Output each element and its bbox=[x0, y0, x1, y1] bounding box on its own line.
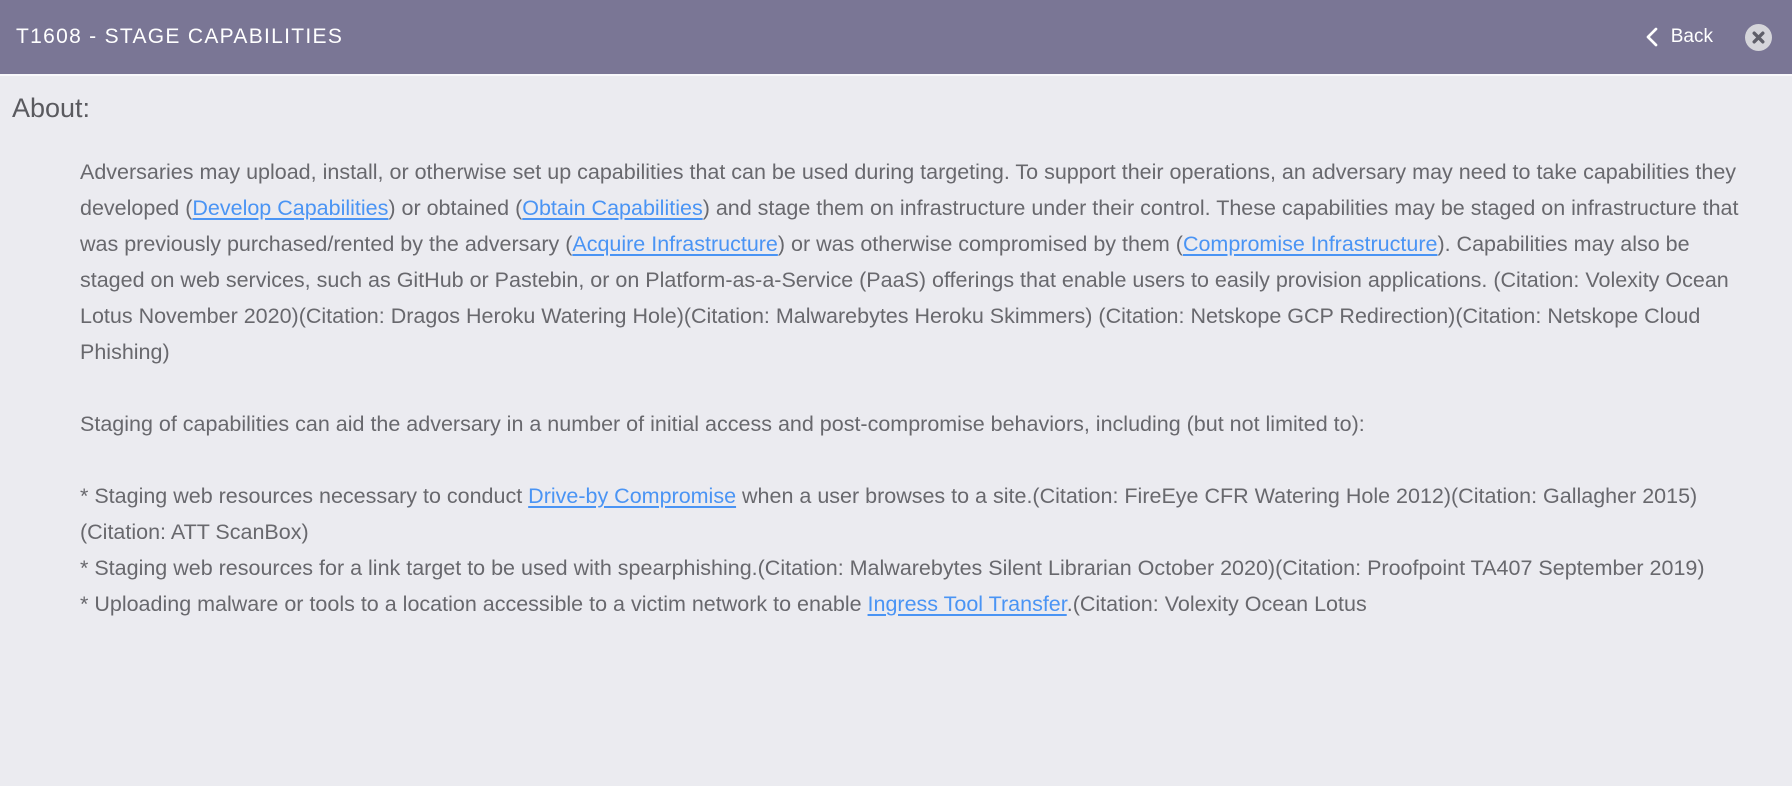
bullet-item bbox=[80, 478, 1742, 550]
description-text: Adversaries may upload, install, or otherwise set up capabilities that can be used during targeting. To support their operations, an adversary may need to take capabilities they developed ( bbox=[80, 160, 1737, 220]
about-heading: About: bbox=[12, 93, 91, 123]
bullet-item bbox=[80, 586, 1742, 622]
description-text: * Staging web resources necessary to conduct bbox=[80, 484, 529, 508]
description-text: .(Citation: Volexity Ocean Lotus bbox=[1066, 592, 1367, 616]
technique-link[interactable]: Ingress Tool Transfer bbox=[867, 592, 1067, 616]
description-text: when a user browses to a site.(Citation: FireEye CFR Watering Hole 2012)(Citation: Gallagher 2015)(Citation: ATT ScanBox) bbox=[80, 484, 1698, 544]
page-title: T1608 - STAGE CAPABILITIES bbox=[16, 25, 344, 48]
chevron-left-icon bbox=[1643, 26, 1660, 48]
back-button[interactable] bbox=[1643, 26, 1713, 48]
description-text: ). Capabilities may also be staged on web services, such as GitHub or Pastebin, or on Platform-as-a-Service (PaaS) offerings that enable users to easily provision applications. (Citation: Volexity Ocean Lotus November 2020)(Citation: Dragos Heroku Watering Hole)(Citation: Malwarebytes Heroku Skimmers) (Citation: Netskope GCP Redirection)(Citation: Netskope Cloud Phishing) bbox=[80, 232, 1729, 364]
description-text: ) or obtained ( bbox=[388, 196, 523, 220]
description-paragraph bbox=[80, 406, 1742, 442]
description-text: * Staging web resources for a link target to be used with spearphishing.(Citation: Malwarebytes Silent Librarian October 2020)(Citation: Proofpoint TA407 September 2019) bbox=[80, 556, 1705, 580]
technique-description bbox=[80, 154, 1742, 622]
close-button[interactable] bbox=[1745, 24, 1772, 51]
technique-link[interactable]: Acquire Infrastructure bbox=[572, 232, 778, 256]
description-text: ) or was otherwise compromised by them ( bbox=[777, 232, 1183, 256]
technique-link[interactable]: Develop Capabilities bbox=[192, 196, 389, 220]
description-text: * Uploading malware or tools to a location accessible to a victim network to enable bbox=[80, 592, 868, 616]
bullet-item bbox=[80, 550, 1742, 586]
description-text: Staging of capabilities can aid the adversary in a number of initial access and post-compromise behaviors, including (but not limited to): bbox=[80, 412, 1365, 436]
technique-link[interactable]: Obtain Capabilities bbox=[522, 196, 703, 220]
header-bar bbox=[0, 0, 1792, 76]
back-label: Back bbox=[1670, 26, 1713, 47]
description-text: ) and stage them on infrastructure under their control. These capabilities may be staged on infrastructure that was previously purchased/rented by the adversary ( bbox=[80, 196, 1739, 256]
description-paragraph bbox=[80, 154, 1742, 370]
technique-link[interactable]: Compromise Infrastructure bbox=[1182, 232, 1438, 256]
close-icon bbox=[1745, 24, 1772, 51]
technique-link[interactable]: Drive-by Compromise bbox=[528, 484, 737, 508]
